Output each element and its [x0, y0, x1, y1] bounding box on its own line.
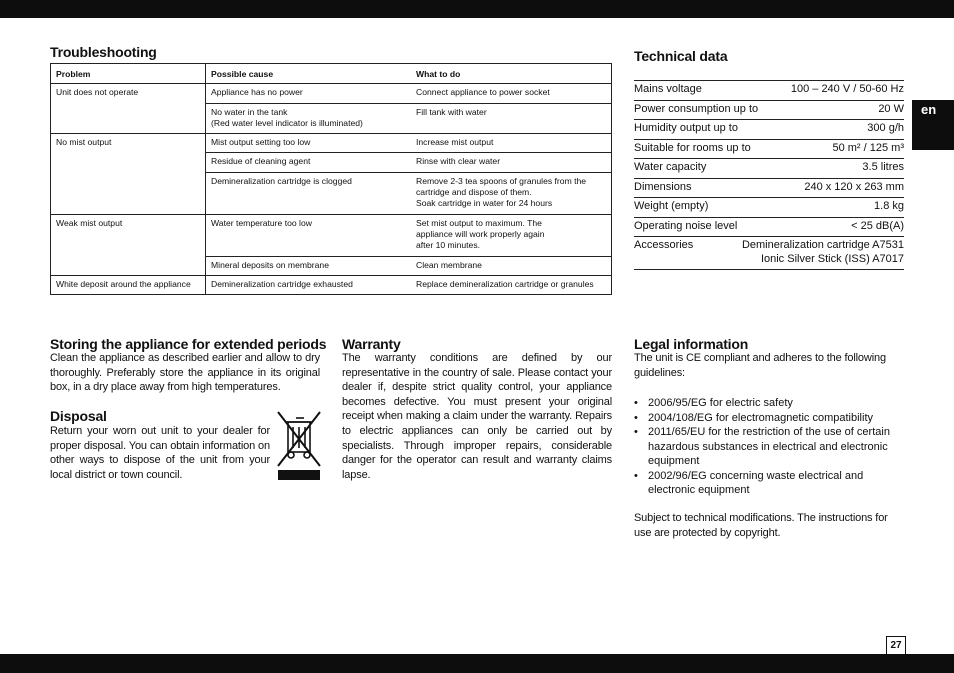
table-row — [51, 172, 612, 214]
action-cell — [411, 256, 612, 275]
tech-value-text: 100 – 240 V / 50-60 Hz — [790, 83, 904, 95]
disposal-text: Return your worn out unit to your dealer for proper disposal. You can obtain information on other ways to dispose of the unit from your local district or town council. — [50, 425, 270, 481]
table-row — [51, 153, 612, 172]
action-cell — [411, 134, 612, 153]
tech-value — [867, 122, 904, 136]
action-cell — [411, 275, 612, 294]
legal-list-item: • 2004/108/EG for electromagnetic compatibility — [634, 411, 904, 426]
tech-value-text: Demineralization cartridge A7531 — [741, 239, 904, 251]
troubleshooting-table — [50, 63, 612, 295]
storing-text: Clean the appliance as described earlier and allow to dry thoroughly. Preferably store the appliance in its original box, in a dry place away from high temperatures. — [50, 352, 320, 394]
header-cause: Possible cause — [206, 64, 412, 84]
tech-value — [804, 181, 904, 195]
tech-value — [742, 239, 904, 266]
language-tab-label: en — [921, 102, 937, 117]
tech-row — [634, 178, 904, 198]
tech-label: Dimensions — [634, 180, 692, 193]
action-text: after 10 minutes. — [416, 240, 481, 251]
problem-cell — [51, 256, 206, 275]
problem-cell — [51, 214, 206, 256]
action-text: Set mist output to maximum. The — [416, 217, 542, 228]
tech-row — [634, 217, 904, 237]
cause-cell — [206, 84, 412, 103]
legal-list-item: • 2002/96/EG concerning waste electrical and electronic equipment — [634, 469, 904, 498]
tech-label: Accessories — [634, 239, 694, 251]
technical-data-table — [634, 80, 904, 270]
table-row — [51, 214, 612, 256]
problem-cell — [51, 103, 206, 134]
tech-label: Power consumption up to — [634, 102, 759, 115]
tech-row — [634, 158, 904, 178]
troubleshooting-title: Troubleshooting — [50, 44, 157, 60]
tech-label: Humidity output up to — [634, 122, 738, 134]
cause-cell — [206, 214, 412, 256]
action-cell — [411, 214, 612, 256]
table-row — [51, 134, 612, 153]
tech-label: Water capacity — [634, 161, 707, 173]
tech-label: Suitable for rooms up to — [634, 141, 751, 154]
action-text: Connect appliance to power socket — [416, 87, 550, 98]
tech-label: Mains voltage — [634, 83, 702, 95]
action-text: Clean membrane — [416, 259, 482, 270]
problem-text: Unit does not operate — [56, 87, 139, 98]
action-text: Increase mist output — [416, 137, 494, 148]
action-text: Soak cartridge in water for 24 hours — [416, 198, 553, 209]
cause-text: No water in the tank — [211, 106, 288, 117]
warranty-text: The warranty conditions are defined by our representative in the country of sale. Please contact your dealer if, despite strict quality control, your appliance becomes defective. You must present your original receipt when making a claim under the warranty. Repairs to electric appliances can only be carried out by specialists. Through improper repairs, considerable danger for the operator can result and warranty claims lapse. — [342, 352, 612, 481]
legal-footer: Subject to technical modifications. The instructions for use are protected by copyright. — [634, 512, 888, 539]
tech-row — [634, 80, 904, 100]
tech-value — [862, 161, 904, 175]
cause-cell — [206, 153, 412, 172]
crossed-out-wheelie-bin-icon — [276, 410, 322, 482]
tech-value-text-2: Ionic Silver Stick (ISS) A7017 — [760, 252, 904, 265]
legal-list-item: • 2011/65/EU for the restriction of the use of certain hazardous substances in electrical and electronic equipment — [634, 425, 904, 469]
cause-text: Mineral deposits on membrane — [211, 259, 329, 270]
action-cell — [411, 84, 612, 103]
cause-cell — [206, 256, 412, 275]
legal-guidelines-list — [634, 396, 904, 498]
table-row — [51, 84, 612, 103]
disposal-title: Disposal — [50, 408, 107, 424]
tech-value — [851, 220, 904, 234]
legal-list-item: • 2006/95/EG for electric safety — [634, 396, 904, 411]
tech-row — [634, 236, 904, 270]
header-problem: Problem — [51, 64, 206, 84]
tech-row — [634, 100, 904, 120]
technical-data-title: Technical data — [634, 48, 728, 64]
tech-value-text: 50 m² / 125 m³ — [832, 141, 904, 154]
cause-text: Water temperature too low — [211, 217, 312, 228]
table-row — [51, 256, 612, 275]
table-row — [51, 275, 612, 294]
tech-row — [634, 119, 904, 139]
tech-value — [878, 103, 904, 117]
action-cell — [411, 172, 612, 214]
warranty-title: Warranty — [342, 336, 401, 352]
language-tab — [912, 100, 954, 150]
tech-value-text: 20 W — [878, 102, 904, 115]
tech-value — [832, 142, 904, 156]
problem-cell — [51, 275, 206, 294]
cause-text: Demineralization cartridge is clogged — [211, 175, 352, 186]
action-text: appliance will work properly again — [416, 228, 545, 239]
problem-cell — [51, 84, 206, 103]
tech-label: Weight (empty) — [634, 200, 709, 212]
action-cell — [411, 103, 612, 134]
cause-cell — [206, 172, 412, 214]
problem-text: White deposit around the appliance — [56, 278, 191, 289]
problem-text: Weak mist output — [56, 217, 123, 228]
action-text: Fill tank with water — [416, 106, 487, 117]
cause-cell — [206, 275, 412, 294]
tech-value-text: 300 g/h — [867, 122, 904, 134]
table-header-row — [51, 64, 612, 84]
action-cell — [411, 153, 612, 172]
cause-text: Appliance has no power — [211, 87, 303, 98]
cause-text: (Red water level indicator is illuminated) — [211, 117, 363, 128]
tech-value — [791, 83, 904, 97]
bottom-bar — [0, 654, 954, 673]
legal-title: Legal information — [634, 336, 749, 352]
cause-text: Residue of cleaning agent — [211, 156, 311, 167]
cause-cell — [206, 103, 412, 134]
tech-row — [634, 197, 904, 217]
cause-cell — [206, 134, 412, 153]
header-action: What to do — [411, 64, 612, 84]
tech-value — [874, 200, 904, 214]
tech-row — [634, 139, 904, 159]
action-text: Remove 2-3 tea spoons of granules from the — [416, 175, 587, 186]
legal-intro: The unit is CE compliant and adheres to the following guidelines: — [634, 352, 886, 379]
action-text: cartridge and dispose of them. — [416, 187, 532, 198]
top-bar — [0, 0, 954, 18]
problem-cell — [51, 153, 206, 172]
problem-text: No mist output — [56, 137, 112, 148]
action-text: Rinse with clear water — [416, 156, 501, 167]
table-row — [51, 103, 612, 134]
tech-label: Operating noise level — [634, 219, 738, 232]
tech-value-text: 3.5 litres — [862, 161, 904, 173]
page-number: 27 — [886, 636, 906, 655]
cause-text: Mist output setting too low — [211, 137, 311, 148]
problem-cell — [51, 134, 206, 153]
tech-value-text: 1.8 kg — [874, 200, 904, 212]
tech-value-text: < 25 dB(A) — [851, 219, 904, 232]
problem-cell — [51, 172, 206, 214]
tech-value-text: 240 x 120 x 263 mm — [804, 180, 904, 193]
action-text: Replace demineralization cartridge or granules — [416, 278, 594, 289]
storing-title: Storing the appliance for extended periods — [50, 336, 327, 352]
cause-text: Demineralization cartridge exhausted — [211, 278, 353, 289]
